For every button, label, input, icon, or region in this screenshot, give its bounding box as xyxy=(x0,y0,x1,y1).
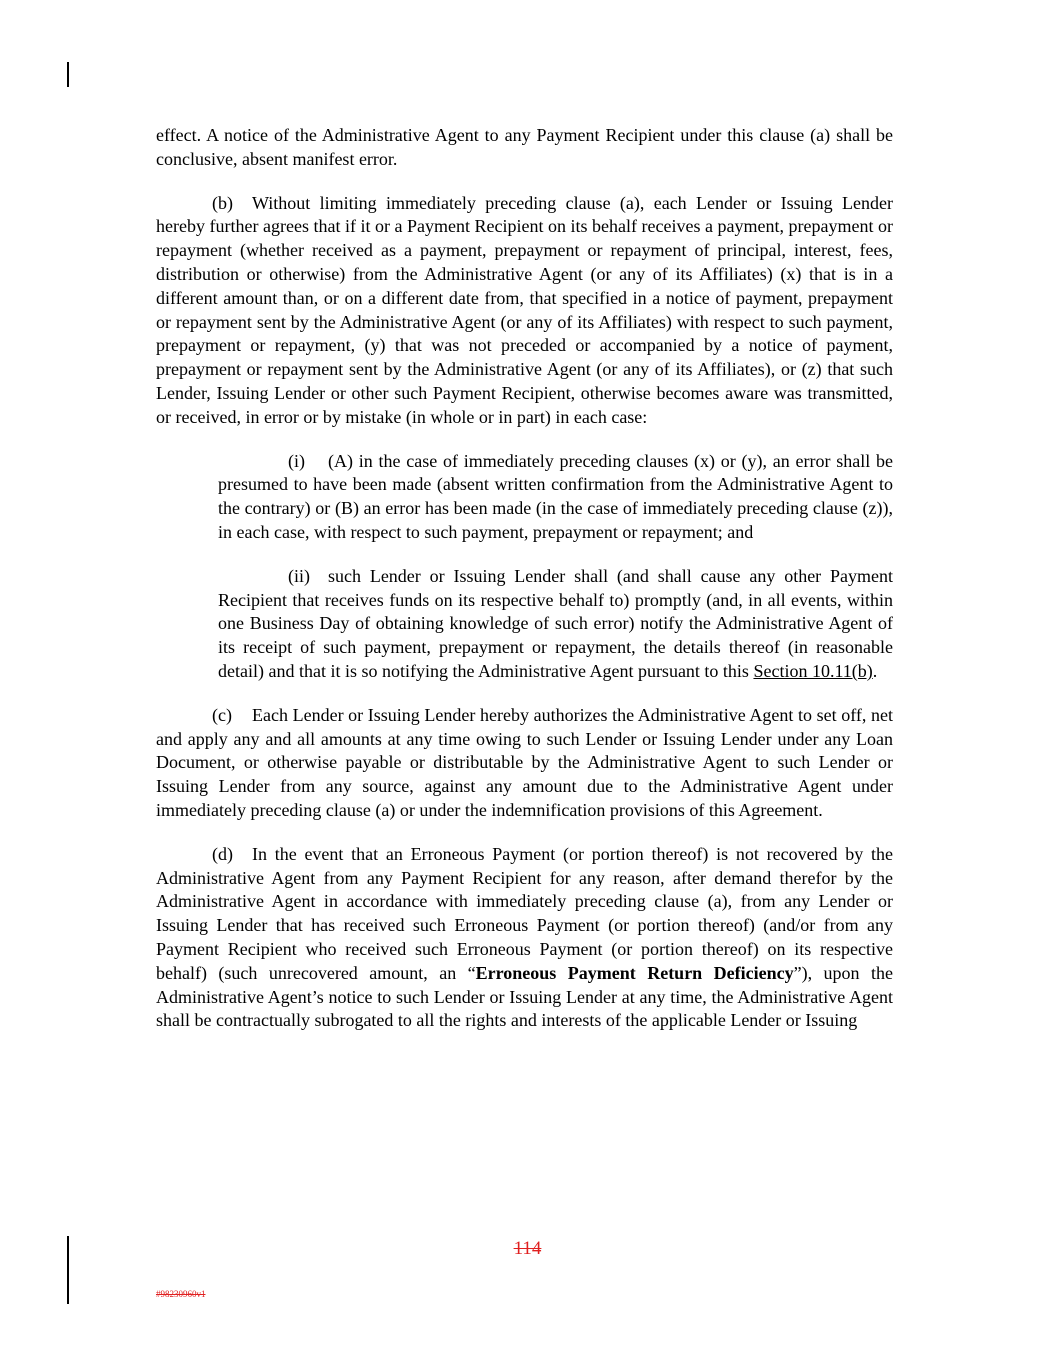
clause-d xyxy=(156,843,893,1033)
clause-b-i-label: (i) xyxy=(288,450,305,471)
clause-c-text: Each Lender or Issuing Lender hereby authorizes the Administrative Agent to set off, net and apply any and all amounts at any time owing to such Lender or Issuing Lender under any Loan Document, or otherwise payable or distributable by the Administrative Agent to such Lender or Issuing Lender from any source, against any amount due to the Administrative Agent under immediately preceding clause (a) or under the indemnification provisions of this Agreement. xyxy=(156,704,893,820)
clause-b-text: Without limiting immediately preceding clause (a), each Lender or Issuing Lender hereby further agrees that if it or a Payment Recipient on its behalf receives a payment, prepayment or repayment (whether received as a payment, prepayment or repayment of principal, interest, fees, distribution or otherwise) from the Administrative Agent (or any of its Affiliates) (x) that is in a different amount than, or on a different date from, that specified in a notice of payment, prepayment or repayment sent by the Administrative Agent (or any of its Affiliates) with respect to such payment, prepayment or repayment, (y) that was not preceded or accompanied by a notice of payment, prepayment or repayment sent by the Administrative Agent (or any of its Affiliates), or (z) that such Lender, Issuing Lender or other such Payment Recipient, otherwise becomes aware was transmitted, or received, in error or by mistake (in whole or in part) in each case: xyxy=(156,192,893,427)
clause-d-text-2: ”), upon the Administrative Agent’s notice to such Lender or Issuing Lender at any time, the Administrative Agent shall be contractually subrogated to all the rights and interests of the applicable Lender or Issuing xyxy=(156,962,894,1031)
document-body xyxy=(156,124,893,1033)
clause-b-ii-label: (ii) xyxy=(288,565,310,586)
clause-b-i-text: (A) in the case of immediately preceding clauses (x) or (y), an error shall be presumed to have been made (absent written confirmation from the Administrative Agent to the contrary) or (B) an error has been made (in the case of immediately preceding clause (z)), in each case, with respect to such payment, prepayment or repayment; and xyxy=(218,450,893,542)
clause-b-ii-text: such Lender or Issuing Lender shall (and shall cause any other Payment Recipient that receives funds on its respective behalf to) promptly (and, in all events, within one Business Day of obtaining knowledge of such error) notify the Administrative Agent of its receipt of such payment, prepayment or repayment, the details thereof (in reasonable detail) and that it is so notifying the Administrative Agent pursuant to this xyxy=(218,565,893,681)
clause-b-ii-end: . xyxy=(872,660,878,681)
document-id: #98230960v1 xyxy=(156,1289,206,1299)
clause-b-i xyxy=(218,450,893,545)
defined-term: Erroneous Payment Return Deficiency xyxy=(475,962,794,983)
clause-b-label: (b) xyxy=(212,192,233,213)
section-reference-link: Section 10.11(b) xyxy=(753,660,873,681)
clause-c xyxy=(156,704,893,823)
page-number: 114 xyxy=(513,1238,542,1259)
clause-d-text-1: In the event that an Erroneous Payment (or portion thereof) is not recovered by the Administrative Agent from any Payment Recipient for any reason, after demand therefor by the Administrative Agent in accordance with immediately preceding clause (a), from any Lender or Issuing Lender that has received such Erroneous Payment (or portion thereof) (and/or from any Payment Recipient who received such Erroneous Payment (or portion thereof) on its respective behalf) (such unrecovered amount, an “ xyxy=(156,843,893,983)
clause-c-label: (c) xyxy=(212,704,232,725)
clause-d-label: (d) xyxy=(212,843,233,864)
paragraph-continuation: effect. A notice of the Administrative Agent to any Payment Recipient under this clause (a) shall be conclusive, absent manifest error. xyxy=(156,125,893,169)
clause-b-ii xyxy=(218,565,893,684)
clause-b xyxy=(156,192,893,430)
change-bar-top xyxy=(67,62,69,87)
